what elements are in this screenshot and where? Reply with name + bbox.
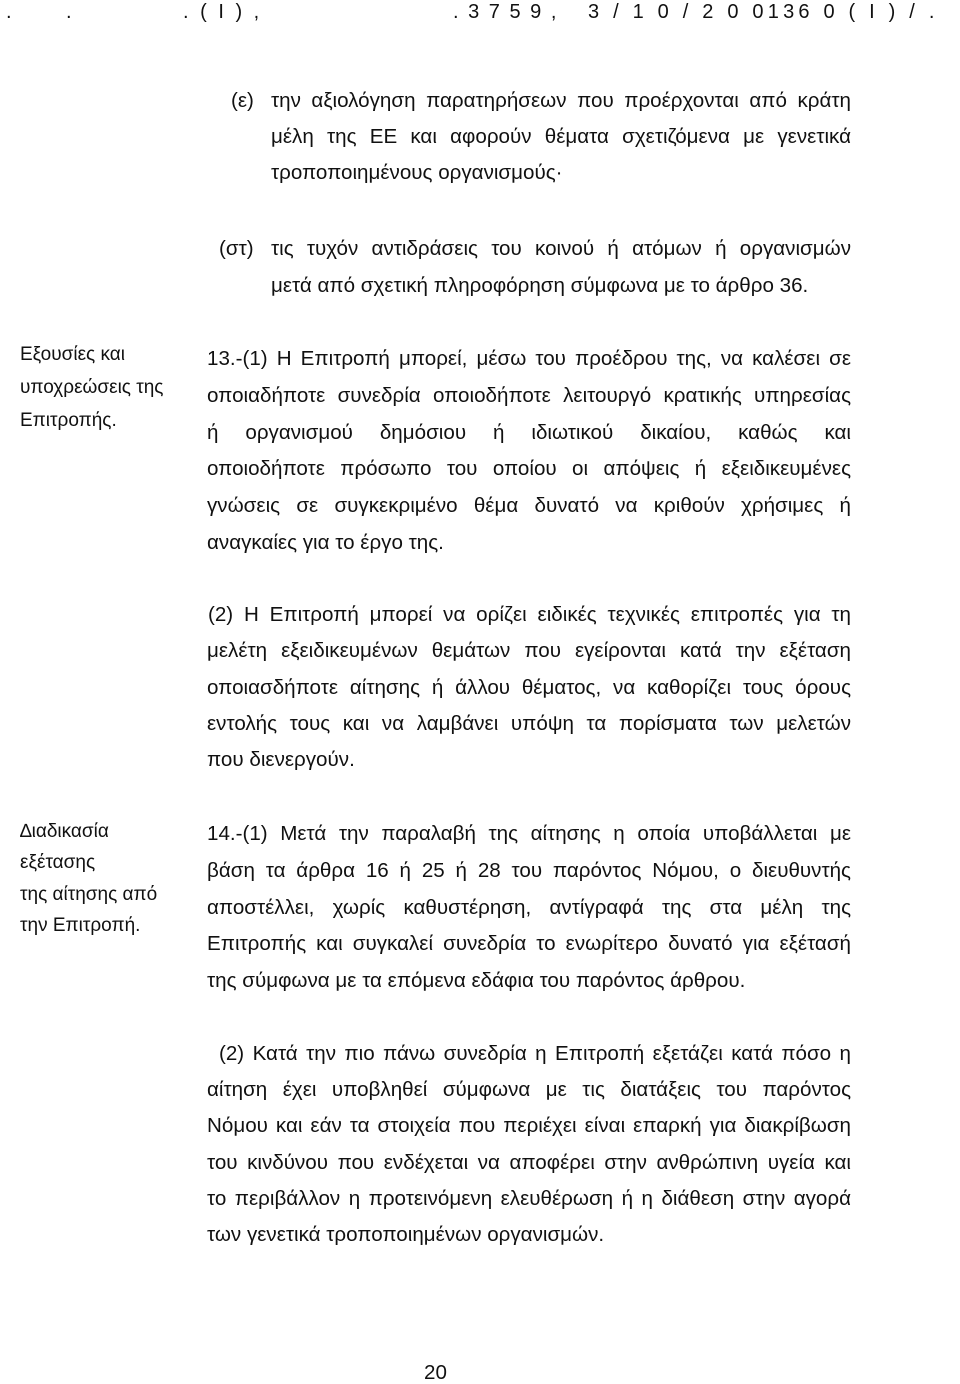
margin-note xyxy=(20,338,163,437)
paragraph-line: Νόμου και εάν τα στοιχεία που περιέχει είναι επαρκή για διακρίβωση xyxy=(207,1114,851,1138)
paragraph-line: τροποποιημένους οργανισμούς· xyxy=(271,161,563,184)
item-text xyxy=(271,83,851,191)
paragraph-line: (2) Η Επιτροπή μπορεί να ορίζει ειδικές τεχνικές επιτροπές για τη xyxy=(208,603,851,626)
paragraph-line: του κινδύνου που ενδέχεται να αποφέρει στην ανθρώπινη υγεία και xyxy=(207,1150,851,1174)
paragraph-line: Επιτροπής και συγκαλεί συνεδρία το ενωρίτερο δυνατό για εξέτασή xyxy=(207,932,851,956)
header-fragment: . xyxy=(6,1,12,23)
paragraph-line: 14.-(1) Μετά την παραλαβή της αίτησης η οποία υποβάλλεται με xyxy=(207,822,851,845)
paragraph-line: μελέτη εξειδικευμένων θεμάτων που εγείρονται κατά την εξέταση xyxy=(207,639,851,663)
paragraph-line: ή οργανισμού δημόσιου ή ιδιωτικού δικαίου, καθώς και xyxy=(207,420,851,444)
margin-note-line: την Επιτροπή. xyxy=(20,914,141,936)
paragraph-line: αναγκαίες για το έργο της. xyxy=(207,530,444,554)
paragraph-line: μέλη της ΕΕ και αφορούν θέματα σχετιζόμενα με γενετικά xyxy=(271,125,851,148)
margin-note-line: Εξουσίες και xyxy=(20,344,125,365)
margin-note-line: Επιτροπής. xyxy=(20,410,117,431)
margin-note xyxy=(20,816,157,941)
paragraph-line: αποστέλλει, χωρίς καθυστέρηση, αντίγραφά της στα μέλη της xyxy=(207,895,851,919)
margin-note-line: εξέτασης xyxy=(20,852,96,874)
item-label: (ε) xyxy=(231,89,254,112)
paragraph-line: εντολής τους και να λαμβάνει υπόψη τα πορίσματα των μελετών xyxy=(207,711,851,735)
paragraph-line: οποιασδήποτε αίτησης ή άλλου θέματος, να καθορίζει τους όρους xyxy=(207,675,851,699)
subsection-2 xyxy=(207,1036,851,1253)
paragraph-line: γνώσεις σε συγκεκριμένο θέμα δυνατό να κριθούν χρήσιμες ή xyxy=(207,494,851,518)
paragraph-line: (2) Κατά την πιο πάνω συνεδρία η Επιτροπή εξετάζει κατά πόσο η xyxy=(219,1042,851,1065)
paragraph-line: που διενεργούν. xyxy=(207,748,355,771)
paragraph-line: 13.-(1) Η Επιτροπή μπορεί, μέσω του προέδρου της, να καλέσει σε xyxy=(207,347,851,370)
header-fragment: . ( Ι ) , xyxy=(183,1,263,23)
paragraph-line: βάση τα άρθρα 16 ή 25 ή 28 του παρόντος Νόμου, ο διευθυντής xyxy=(207,858,851,882)
paragraph-line: το περιβάλλον η προτεινόμενη ελευθέρωση ή η διάθεση στην αγορά xyxy=(207,1186,851,1210)
margin-note-line: της αίτησης από xyxy=(20,883,158,905)
subsection-2 xyxy=(207,597,851,778)
item-text xyxy=(271,230,851,304)
subsection-1 xyxy=(207,816,851,1000)
header-fragment: 3 / 1 0 / 2 0 0136 0 ( Ι ) / . xyxy=(588,1,939,23)
paragraph-line: οποιοδήποτε πρόσωπο του οποίου οι απόψεις ή εξειδικευμένες xyxy=(207,457,851,481)
item-label: (στ) xyxy=(219,237,254,260)
subsection-1 xyxy=(207,341,851,562)
margin-note-line: ∆ιαδικασία xyxy=(20,821,109,842)
header-fragment: . 3 7 5 9 , xyxy=(453,1,559,23)
header-fragment: . xyxy=(66,1,72,23)
paragraph-line: των γενετικά τροποποιημένων οργανισμών. xyxy=(207,1223,605,1247)
paragraph-line: την αξιολόγηση παρατηρήσεων που προέρχονται από κράτη xyxy=(271,89,851,112)
paragraph-line: της σύμφωνα με τα επόμενα εδάφια του παρόντος άρθρου. xyxy=(207,969,746,992)
page-number: 20 xyxy=(424,1361,447,1384)
paragraph-line: αίτηση έχει υποβληθεί σύμφωνα με τις διατάξεις του παρόντος xyxy=(207,1078,851,1102)
paragraph-line: τις τυχόν αντιδράσεις του κοινού ή ατόμων ή οργανισμών xyxy=(271,237,851,260)
paragraph-line: μετά από σχετική πληροφόρηση σύμφωνα με το άρθρο 36. xyxy=(271,274,809,297)
margin-note-line: υποχρεώσεις της xyxy=(20,377,164,398)
paragraph-line: οποιαδήποτε συνεδρία οποιοδήποτε λειτουργό κρατικής υπηρεσίας xyxy=(207,383,851,407)
